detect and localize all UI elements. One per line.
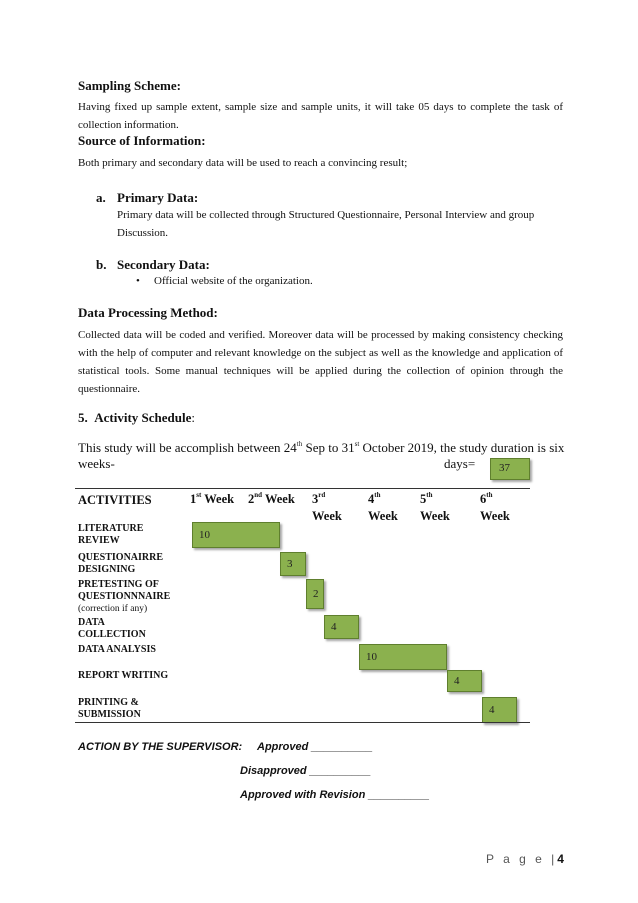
- activity-label: [78, 552, 163, 576]
- week-header-1: [190, 491, 234, 508]
- source-heading: Source of Information:: [78, 133, 206, 148]
- activity-label-line: DATA ANALYSIS: [78, 644, 156, 655]
- week-number: 4: [368, 492, 375, 506]
- activity-label-line: QUESTIONAIRRE: [78, 552, 164, 563]
- processing-text: Collected data will be coded and verified. Moreover data will be processed by making consistency checking with the help of computer and relevant knowledge on the subject as well as the knowledge and application of statistical tools. Some manual techniques will be applied during the collection of opinion through the questionnaire.: [78, 329, 563, 395]
- activity-label-line: SUBMISSION: [78, 709, 141, 720]
- week-ordinal: th: [486, 490, 493, 499]
- week-header-5: [420, 491, 450, 525]
- days-label: days=: [444, 456, 476, 471]
- days-total-box: [490, 458, 530, 480]
- gantt-bar: [324, 615, 359, 639]
- schedule-number: 5.: [78, 410, 88, 425]
- activity-label: [78, 523, 143, 547]
- table-bottom-rule: [75, 722, 530, 723]
- intro-part-a: This study will be accomplish between 24: [78, 440, 297, 455]
- week-header-3: [312, 491, 342, 525]
- week-word: Week: [312, 509, 342, 523]
- page-footer: [486, 852, 567, 866]
- intro-sup-2: st: [354, 439, 360, 448]
- page-separator: |: [551, 852, 558, 866]
- gantt-bar-label: 2: [313, 588, 319, 600]
- schedule-intro: [78, 440, 563, 456]
- primary-text: Primary data will be collected through Structured Questionnaire, Personal Interview and group Discussion.: [117, 209, 535, 239]
- gantt-bar-label: 10: [199, 529, 210, 541]
- week-ordinal: st: [196, 490, 202, 499]
- processing-heading: Data Processing Method:: [78, 305, 218, 320]
- approved-with-revision-line: Approved with Revision __________: [240, 789, 430, 801]
- week-header-2: [248, 491, 295, 508]
- week-word: Week: [368, 509, 398, 523]
- activity-label-line: DATA: [78, 617, 105, 628]
- gantt-bar: [447, 670, 482, 692]
- gantt-bar: [482, 697, 517, 723]
- sampling-text: Having fixed up sample extent, sample size and sample units, it will take 05 days to complete the task of collection information.: [78, 101, 563, 131]
- activity-label: [78, 579, 170, 615]
- page-number: 4: [557, 852, 567, 866]
- activity-label: [78, 644, 156, 656]
- page-label: P a g e: [486, 852, 545, 866]
- schedule-intro-weeks: weeks-: [78, 456, 115, 471]
- schedule-colon: :: [191, 410, 196, 425]
- supervisor-label: ACTION BY THE SUPERVISOR:: [78, 741, 243, 753]
- week-number: 3: [312, 492, 319, 506]
- schedule-heading: Activity Schedule: [94, 410, 192, 425]
- source-text: Both primary and secondary data will be used to reach a convincing result;: [78, 157, 408, 169]
- week-number: 5: [420, 492, 427, 506]
- week-header-4: [368, 491, 398, 525]
- intro-part-c: October 2019, the study duration is six: [359, 440, 565, 455]
- gantt-bar-label: 10: [366, 651, 377, 663]
- activity-label-line: COLLECTION: [78, 629, 146, 640]
- week-header-6: [480, 491, 510, 525]
- activity-label: [78, 617, 146, 641]
- gantt-bar-label: 4: [489, 704, 495, 716]
- week-ordinal: rd: [318, 490, 326, 499]
- activity-label-line: (correction if any): [78, 604, 148, 614]
- activity-label-line: PRINTING &: [78, 697, 139, 708]
- week-number: 1: [190, 492, 197, 506]
- week-ordinal: th: [374, 490, 381, 499]
- intro-part-b: Sep to 31: [302, 440, 355, 455]
- schedule-heading-line: [78, 410, 195, 426]
- activity-label-line: DESIGNING: [78, 564, 136, 575]
- activity-label-line: PRETESTING OF: [78, 579, 159, 590]
- activity-label-line: QUESTIONNNAIRE: [78, 591, 171, 602]
- gantt-bar: [359, 644, 447, 670]
- secondary-bullet-text: Official website of the organization.: [154, 275, 313, 287]
- approved-line: Approved __________: [257, 741, 373, 753]
- gantt-bar-label: 4: [454, 675, 460, 687]
- activity-label-line: LITERATURE: [78, 523, 144, 534]
- activity-label: [78, 670, 168, 682]
- gantt-bar-label: 4: [331, 621, 337, 633]
- activity-label-line: REPORT WRITING: [78, 670, 169, 681]
- table-top-rule: [75, 488, 530, 489]
- week-ordinal: nd: [254, 490, 263, 499]
- gantt-bar: [280, 552, 306, 576]
- week-number: 2: [248, 492, 255, 506]
- sampling-heading: Sampling Scheme:: [78, 78, 181, 93]
- primary-marker: a.: [96, 190, 106, 205]
- week-word: Week: [480, 509, 510, 523]
- activity-label: [78, 697, 141, 721]
- secondary-marker: b.: [96, 257, 107, 272]
- activity-label-line: REVIEW: [78, 535, 120, 546]
- gantt-bar: [192, 522, 280, 548]
- bullet-icon: •: [136, 275, 140, 287]
- week-word: Week: [262, 492, 295, 506]
- week-ordinal: th: [426, 490, 433, 499]
- gantt-bar: [306, 579, 324, 609]
- week-number: 6: [480, 492, 487, 506]
- disapproved-line: Disapproved __________: [240, 765, 371, 777]
- gantt-bar-label: 3: [287, 558, 293, 570]
- activities-header: ACTIVITIES: [78, 493, 152, 507]
- primary-heading: Primary Data:: [117, 190, 199, 205]
- week-word: Week: [420, 509, 450, 523]
- secondary-heading: Secondary Data:: [117, 257, 210, 272]
- days-total-value: 37: [499, 462, 510, 474]
- week-word: Week: [201, 492, 235, 506]
- intro-sup-1: th: [296, 439, 303, 448]
